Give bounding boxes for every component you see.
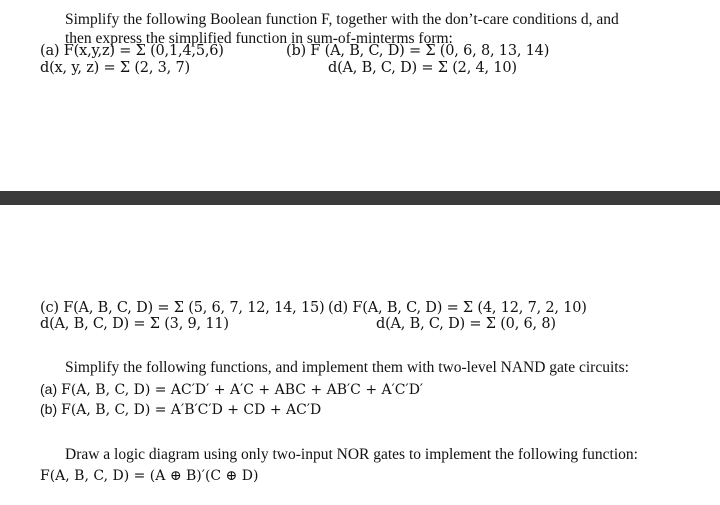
problem4-expression: F(A, B, C, D) = (A ⊕ B)′(C ⊕ D) [40,468,259,484]
problem3-a-label: (a) [40,381,58,397]
problem1-b-function: (b) F (A, B, C, D) = Σ (0, 6, 8, 13, 14) [286,43,550,59]
page-divider [0,191,720,205]
problem1-a-function: (a) F(x,y,z) = Σ (0,1,4,5,6) [40,43,224,59]
problem3-a-row [40,382,423,398]
problem1-intro-line1: Simplify the following Boolean function F, together with the don’t-care conditions d, and [65,11,619,28]
problem3-a-expression: F(A, B, C, D) = AC′D′ + A′C + ABC + AB′C + A′C′D′ [61,382,424,398]
problem2-d-dontcare: d(A, B, C, D) = Σ (0, 6, 8) [376,316,556,332]
problem2-c-dontcare: d(A, B, C, D) = Σ (3, 9, 11) [40,316,229,332]
problem3-b-label: (b) [40,401,58,417]
problem3-b-expression: F(A, B, C, D) = A′B′C′D + CD + AC′D [61,402,322,418]
problem4-intro: Draw a logic diagram using only two-input NOR gates to implement the following function: [65,446,638,463]
problem1-b-dontcare: d(A, B, C, D) = Σ (2, 4, 10) [328,60,517,76]
problem2-d-function: (d) F(A, B, C, D) = Σ (4, 12, 7, 2, 10) [328,300,587,316]
problem2-c-function: (c) F(A, B, C, D) = Σ (5, 6, 7, 12, 14, 15) [40,300,325,316]
problem3-intro: Simplify the following functions, and implement them with two-level NAND gate circuits: [65,359,629,376]
problem1-a-dontcare: d(x, y, z) = Σ (2, 3, 7) [40,60,190,76]
problem1-intro-line2: then express the simplified function in sum-of-minterms form: [65,30,453,47]
problem3-b-row [40,402,321,418]
